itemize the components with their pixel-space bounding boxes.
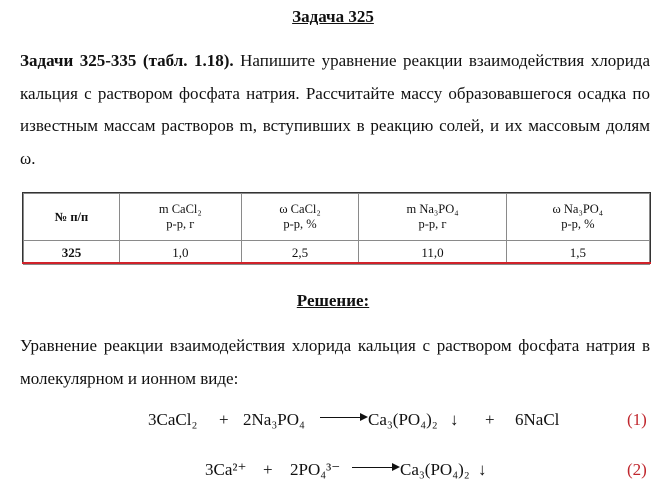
table-header-row [24,194,650,241]
cell-mass-na3po4: 11,0 [359,241,506,265]
eq1-number: (1) [627,410,647,429]
eq2-plus-1: + [263,460,273,479]
table-bottom-divider [22,262,651,264]
header-number: № п/п [24,194,120,241]
equation-2 [0,460,666,490]
eq1-reagent-2: 2Na₃PO₄ [243,410,305,429]
cell-mass-cacl2: 1,0 [119,241,241,265]
header-mass-cacl2: m CaCl₂ р-р, г [119,194,241,241]
eq1-arrow [320,412,368,432]
eq2-product-1: Ca₃(PO₄)₂ [400,460,470,479]
eq2-arrow [352,462,400,482]
eq1-plus-2: + [485,410,495,429]
header-mass-na3po4: m Na₃PO₄ р-р, г [359,194,506,241]
cell-number: 325 [24,241,120,265]
solution-title: Решение: [296,291,370,310]
eq2-precipitate-arrow: ↓ [478,460,487,479]
eq1-product-1: Ca₃(PO₄)₂ [368,410,438,429]
cell-fraction-cacl2: 2,5 [241,241,359,265]
cell-fraction-na3po4: 1,5 [506,241,649,265]
eq2-reagent-2: 2PO₄³⁻ [290,460,341,479]
header-fraction-cacl2: ω CaCl₂ р-р, % [241,194,359,241]
problem-statement [20,45,650,175]
problem-text: Напишите уравнение реакции взаимодействия хлорида кальция с раствором фосфата натрия. Рассчитайте массу образовавшегося осадка по известным массам растворов m, вступивших в реакцию солей, и их массовым долям ω. [20,51,651,168]
eq2-reagent-1: 3Ca²⁺ [205,460,247,479]
table-row [24,241,650,265]
eq2-number: (2) [627,460,647,479]
eq1-precipitate-arrow: ↓ [450,410,459,429]
eq1-reagent-1: 3CaCl₂ [148,410,198,429]
page-title: Задача 325 [292,7,374,26]
problem-lead: Задачи 325-335 (табл. 1.18). [20,51,234,70]
eq1-product-2: 6NaCl [515,410,560,429]
data-table [22,192,651,263]
equation-1 [0,410,666,440]
header-fraction-na3po4: ω Na₃PO₄ р-р, % [506,194,649,241]
solution-text: Уравнение реакции взаимодействия хлорида кальция с раствором фосфата натрия в молекулярном и ионном виде: [20,336,650,388]
eq1-plus-1: + [219,410,229,429]
